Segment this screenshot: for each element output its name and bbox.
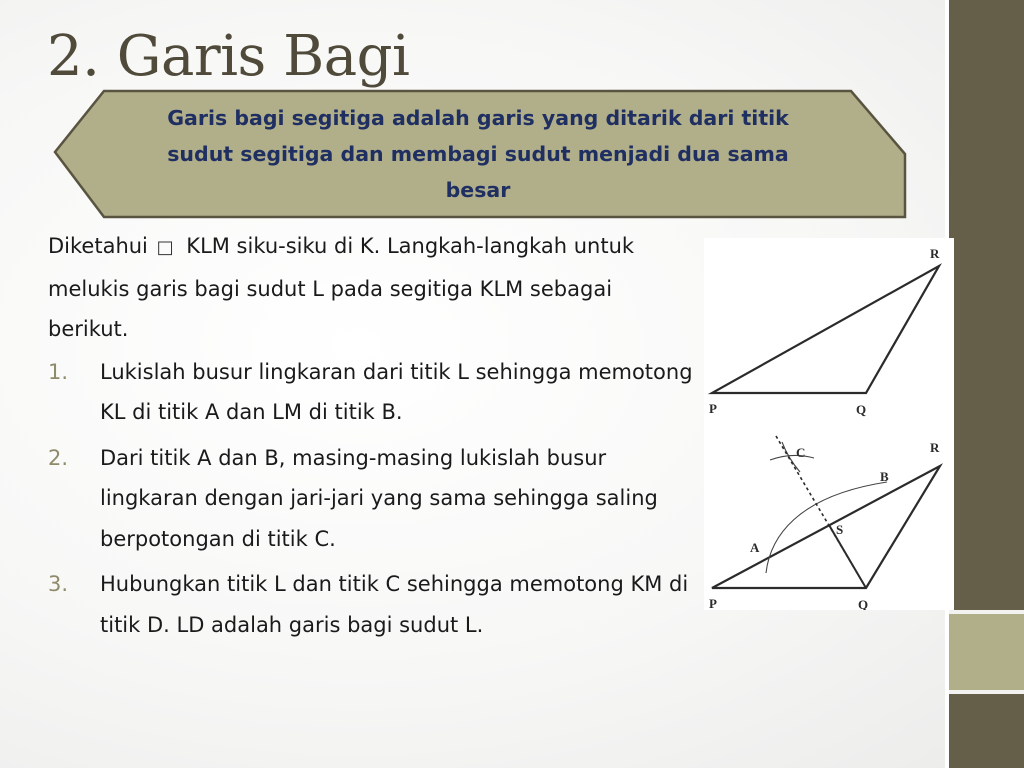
slide-body	[48, 226, 694, 650]
list-item-text: Lukislah busur lingkaran dari titik L sehingga memotong KL di titik A dan LM di titik B.	[100, 359, 693, 424]
list-item	[48, 438, 694, 560]
label-r-top: R	[930, 246, 940, 261]
list-item	[48, 352, 694, 433]
geometry-figure	[704, 238, 954, 610]
label-c: C	[796, 445, 806, 460]
steps-list	[48, 352, 694, 646]
slide-title: 2. Garis Bagi	[47, 24, 410, 89]
list-item-text: Dari titik A dan B, masing-masing lukislah busur lingkaran dengan jari-jari yang sama sehingga saling berpotongan di titik C.	[100, 445, 658, 551]
list-item-number: 2.	[48, 445, 69, 470]
arc-c-1	[770, 455, 814, 460]
label-s: S	[836, 522, 844, 537]
sidebar-accent-line-bottom	[949, 690, 1024, 694]
triangle-pqr-top	[712, 266, 939, 393]
list-item-number: 1.	[48, 359, 69, 384]
triangle-pqr-bottom	[712, 466, 940, 588]
definition-callout	[52, 88, 908, 221]
list-item	[48, 564, 694, 645]
intro-prefix: Diketahui	[48, 234, 148, 258]
label-q-top: Q	[856, 402, 867, 417]
list-item-text: Hubungkan titik L dan titik C sehingga memotong KM di titik D. LD adalah garis bagi sudut L.	[100, 572, 689, 637]
bisector-segment	[829, 525, 866, 588]
label-b: B	[880, 469, 889, 484]
intro-paragraph	[48, 226, 694, 350]
missing-symbol-icon: □	[156, 237, 174, 258]
label-q-bottom: Q	[858, 597, 869, 610]
label-a: A	[750, 540, 760, 555]
sidebar-accent-block	[949, 614, 1024, 690]
list-item-number: 3.	[48, 572, 69, 596]
definition-text: Garis bagi segitiga adalah garis yang ditarik dari titik sudut segitiga dan membagi sudut menjadi dua sama besar	[167, 106, 789, 202]
label-r-bottom: R	[930, 440, 940, 455]
label-p-bottom: P	[709, 596, 717, 610]
triangle-diagram	[704, 238, 954, 610]
intro-text: KLM siku-siku di K. Langkah-langkah untuk melukis garis bagi sudut L pada segitiga KLM sebagai berikut.	[48, 234, 635, 341]
label-p-top: P	[709, 401, 717, 416]
